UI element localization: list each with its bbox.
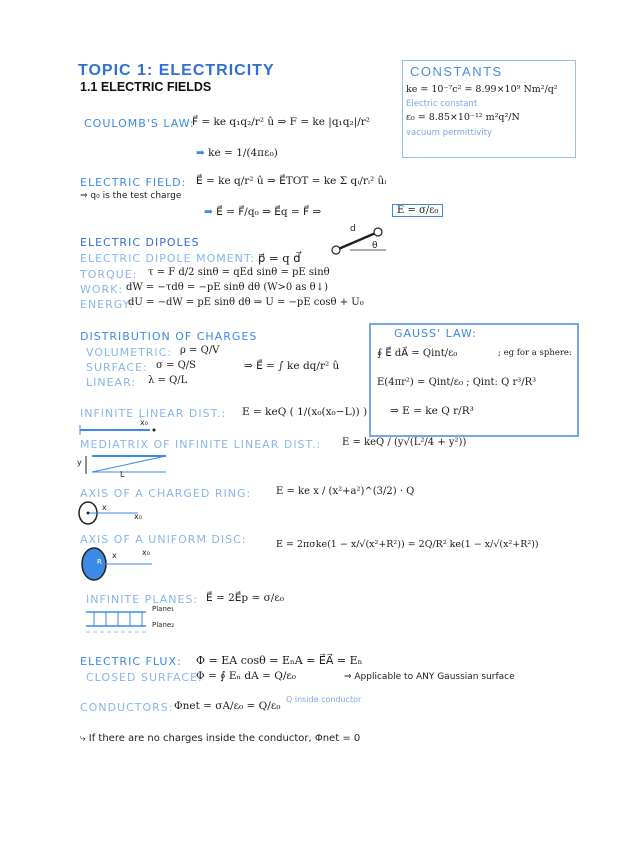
topic-title: TOPIC 1: ELECTRICITY [78,62,275,79]
work-equation: dW = −τdθ = −pE sinθ dθ (W>0 as θ↓) [126,282,328,293]
ke-definition-text: ke = 1/(4πε₀) [208,147,278,159]
linear-label: LINEAR: [86,376,137,389]
infinite-linear-label: INFINITE LINEAR DIST.: [80,407,227,420]
section-title: 1.1 ELECTRIC FIELDS [80,80,212,94]
coulomb-label: COULOMB'S LAW: [84,117,195,130]
linear-equation: λ = Q/L [148,375,188,386]
ring-equation: E = ke x / (x²+a²)^(3/2) · Q [276,486,415,497]
ke-label: Electric constant [406,99,478,109]
mediatrix-equation: E = keQ / (y√(L²/4 + y²)) [342,437,467,448]
gauss-result-equation: ⇒ E = ke Q r/R³ [390,405,474,417]
geometry-line [92,456,166,472]
planes-diagram [84,606,152,634]
dipole-theta-label: θ [372,241,378,251]
plane-2-label: Plane₂ [152,621,175,629]
dipole-diagram [330,222,390,256]
gauss-example-note: ; eg for a sphere: [498,348,572,358]
distribution-field-equation: ⇒ E⃗ = ∫ ke dq/r² û [244,360,340,372]
infinite-linear-equation: E = keQ ( 1/(x₀(x₀−L)) ) [242,406,368,418]
closed-surface-note: ⇒ Applicable to ANY Gaussian surface [344,672,515,682]
disc-label: AXIS OF A UNIFORM DISC: [80,533,247,546]
conductors-note: Q inside conductor [286,695,362,704]
test-charge-note: ⇒ q₀ is the test charge [80,191,182,201]
efield-boxed-result: E = σ/ε₀ [392,204,443,217]
infinite-linear-x0: x₀ [140,418,148,427]
dipole-charge-negative [332,246,340,254]
efield-label: ELECTRIC FIELD: [80,176,187,189]
gauss-equation: ∮ E⃗ dA⃗ = Qint/ε₀ [377,348,458,359]
dipoles-title: ELECTRIC DIPOLES [80,236,200,249]
dipole-moment-equation: p⃗ = q d⃗ [258,251,301,265]
test-point [153,429,156,432]
disc-x0-label: x₀ [142,548,150,557]
mediatrix-diagram [80,452,172,480]
surface-label: SURFACE: [86,361,148,374]
ring-label: AXIS OF A CHARGED RING: [80,487,252,500]
energy-equation: dU = −dW = pE sinθ dθ ⇒ U = −pE cosθ + U₀ [128,297,364,308]
conductors-footer: ⤷ If there are no charges inside the conductor, Φnet = 0 [80,733,361,744]
disc-x-label: x [112,551,117,560]
planes-equation: E⃗ = 2E⃗p = σ/ε₀ [206,592,284,604]
closed-surface-label: CLOSED SURFACE: [86,671,203,684]
energy-label: ENERGY: [80,298,134,311]
flux-label: ELECTRIC FLUX: [80,655,182,668]
dipole-moment-label: ELECTRIC DIPOLE MOMENT: [80,252,256,265]
mediatrix-l-label: L [120,470,125,479]
conductors-equation: Φnet = σA/ε₀ = Q/ε₀ [174,700,281,712]
disc-r-label: R [97,558,102,566]
disc-equation: E = 2πσke(1 − x/√(x²+R²)) = 2Q/R² ke(1 − x/√(x²+R²)) [276,539,539,550]
coulomb-equation: F⃗ = ke q₁q₂/r² û ⇒ F = ke |q₁q₂|/r² [192,116,371,128]
distribution-title: DISTRIBUTION OF CHARGES [80,330,258,343]
gauss-sphere-equation: E(4πr²) = Qint/ε₀ ; Qint: Q r³/R³ [377,377,537,388]
gauss-title: GAUSS' LAW: [394,327,477,340]
efield-force-equation [204,206,321,218]
dipole-charge-positive [374,228,382,236]
efield-force-text: E⃗ = F⃗/q₀ ⇒ E⃗q = F⃗ ⇒ [216,206,322,218]
torque-label: TORQUE: [80,268,138,281]
volumetric-equation: ρ = Q/V [180,345,220,356]
mediatrix-y-label: y [77,458,82,467]
eps-label: vacuum permittivity [406,128,493,138]
conductors-label: CONDUCTORS: [80,701,174,714]
ring-center [87,512,90,515]
surface-equation: σ = Q/S [156,360,196,371]
ke-equation: ke = 10⁻⁷c² = 8.99×10⁹ Nm²/q² [406,84,558,95]
planes-label: INFINITE PLANES: [86,593,199,606]
ring-x-label: x [102,503,107,512]
ke-definition [196,147,278,159]
arrow-icon: ➡ [196,147,209,159]
ring-x0-label: x₀ [134,512,142,521]
torque-equation: τ = F d/2 sinθ = qEd sinθ = pE sinθ [148,267,330,278]
work-label: WORK: [80,283,124,296]
efield-equation: E⃗ = ke q/r² û ⇒ E⃗TOT = ke Σ qᵢ/rᵢ² ûᵢ [196,175,387,187]
mediatrix-label: MEDIATRIX OF INFINITE LINEAR DIST.: [80,438,322,451]
dipole-d-label: d [350,224,356,234]
closed-surface-equation: Φ = ∮ Eₙ dA = Q/ε₀ [196,670,297,682]
flux-equation: Φ = EA cosθ = EₙA = E⃗A⃗ = Eₙ [196,654,363,667]
eps-equation: ε₀ = 8.85×10⁻¹² m²q²/N [406,112,520,123]
plane-1-label: Plane₁ [152,605,175,613]
constants-title: CONSTANTS [410,64,503,79]
arrow-icon: ➡ [204,206,217,218]
volumetric-label: VOLUMETRIC: [86,346,173,359]
